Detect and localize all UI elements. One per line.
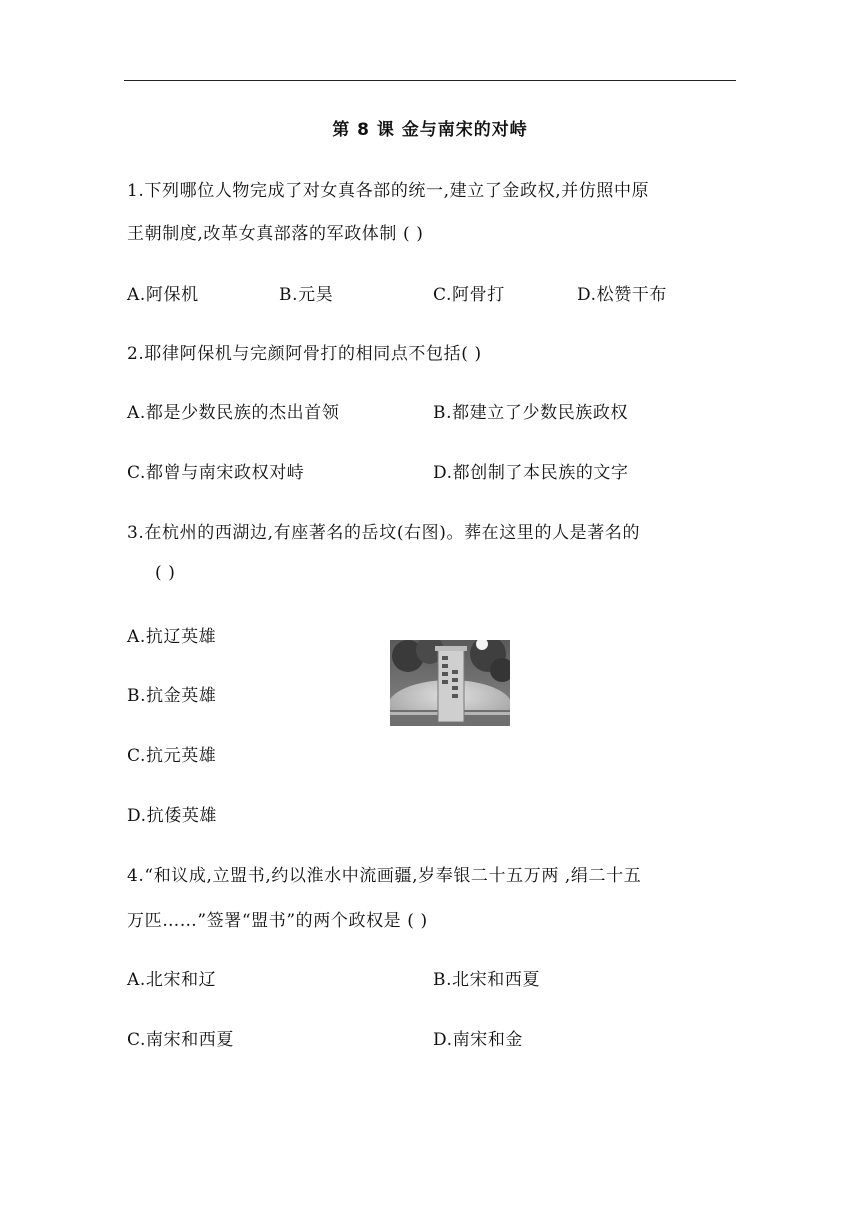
- question-2-option-a: A.都是少数民族的杰出首领: [127, 403, 340, 423]
- question-4-option-c: C.南宋和西夏: [127, 1030, 235, 1050]
- question-3-option-a: A.抗辽英雄: [127, 627, 217, 647]
- page-title: 第 8 课 金与南宋的对峙: [332, 120, 528, 140]
- question-1-stem-line-2: 王朝制度,改革女真部落的军政体制 ( ): [127, 224, 424, 244]
- question-3-option-b: B.抗金英雄: [127, 686, 217, 706]
- question-3-stem-line-2: ( ): [155, 563, 176, 583]
- question-1-option-a: A.阿保机: [127, 285, 199, 305]
- question-3-stem-line-1: 3.在杭州的西湖边,有座著名的岳坟(右图)。葬在这里的人是著名的: [127, 523, 641, 543]
- question-2-option-b: B.都建立了少数民族政权: [433, 403, 629, 423]
- question-4-option-a: A.北宋和辽: [127, 970, 217, 990]
- question-4-option-b: B.北宋和西夏: [433, 970, 541, 990]
- question-1-option-b: B.元昊: [279, 285, 334, 305]
- question-4-option-d: D.南宋和金: [433, 1030, 524, 1050]
- header-rule: [124, 80, 736, 81]
- question-1-option-c: C.阿骨打: [433, 285, 505, 305]
- question-2-option-c: C.都曾与南宋政权对峙: [127, 463, 305, 483]
- question-2-option-d: D.都创制了本民族的文字: [433, 463, 629, 483]
- question-2-stem: 2.耶律阿保机与完颜阿骨打的相同点不包括( ): [127, 344, 482, 364]
- yue-fei-tomb-photo: [390, 640, 510, 726]
- question-1-stem-line-1: 1.下列哪位人物完成了对女真各部的统一,建立了金政权,并仿照中原: [127, 181, 650, 201]
- question-3-option-d: D.抗倭英雄: [127, 806, 218, 826]
- question-4-stem-line-2: 万匹……”签署“盟书”的两个政权是 ( ): [127, 911, 428, 931]
- question-1-option-d: D.松赞干布: [577, 285, 668, 305]
- question-4-stem-line-1: 4.“和议成,立盟书,约以淮水中流画疆,岁奉银二十五万两 ,绢二十五: [127, 866, 642, 886]
- question-3-option-c: C.抗元英雄: [127, 746, 217, 766]
